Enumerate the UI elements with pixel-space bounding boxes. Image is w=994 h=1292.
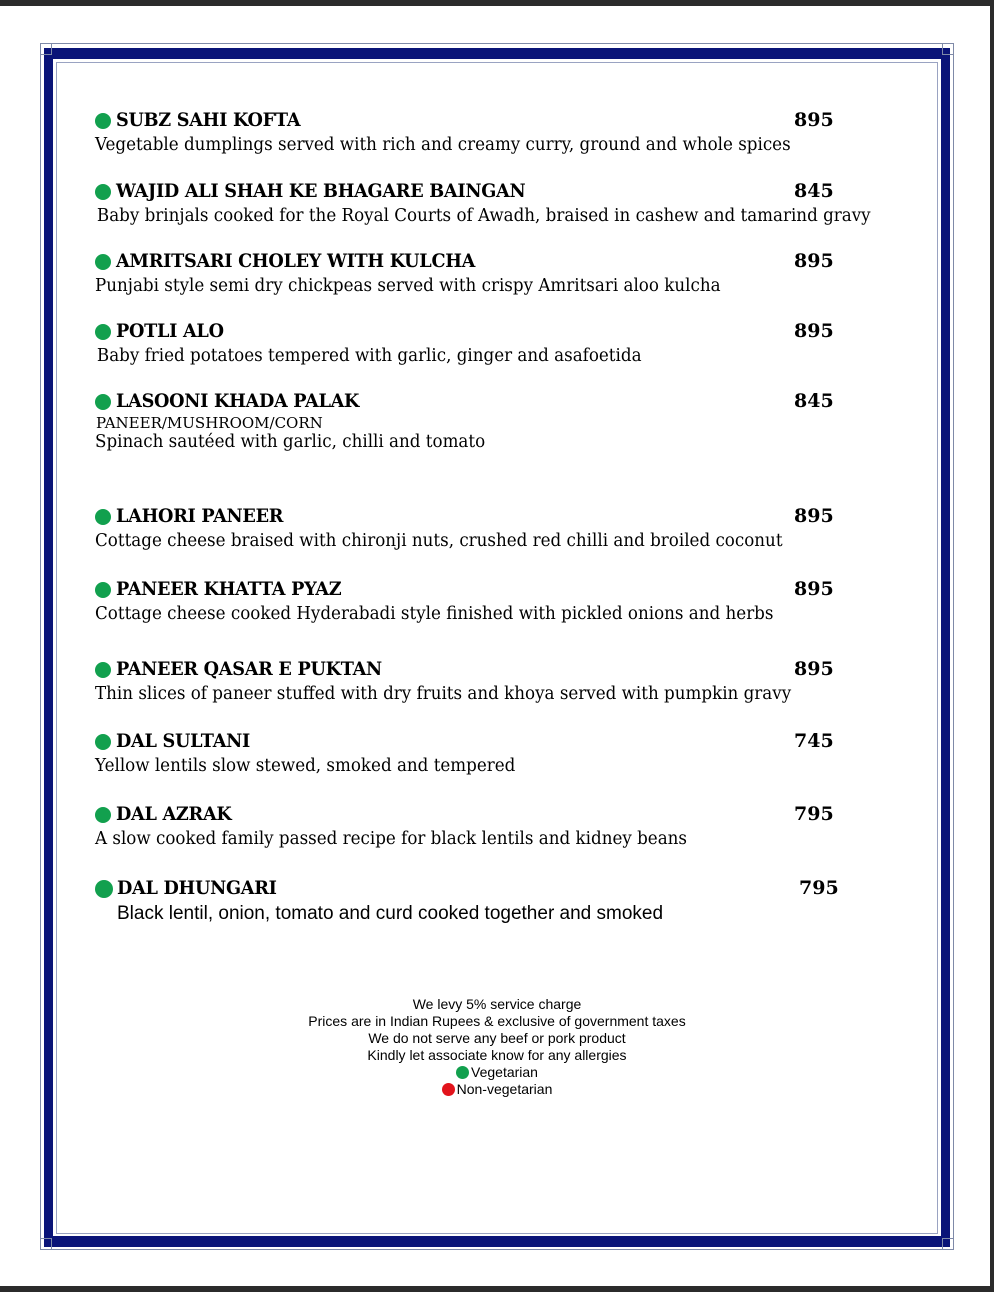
item-description: Cottage cheese braised with chironji nuts, crushed red chilli and broiled coconut xyxy=(95,531,783,551)
item-price: 795 xyxy=(794,803,834,825)
item-description: Thin slices of paneer stuffed with dry fruits and khoya served with pumpkin gravy xyxy=(95,684,792,704)
item-name: POTLI ALO xyxy=(116,320,224,342)
item-price: 845 xyxy=(794,390,834,412)
item-price: 795 xyxy=(799,877,839,899)
item-name: AMRITSARI CHOLEY WITH KULCHA xyxy=(116,250,476,272)
menu-item xyxy=(95,320,875,366)
screen-edge-right xyxy=(990,0,994,1292)
item-price: 895 xyxy=(794,658,834,680)
menu-item xyxy=(95,803,875,849)
veg-indicator-icon xyxy=(95,324,111,340)
veg-indicator-icon xyxy=(95,662,111,678)
frame-corner-top-right xyxy=(942,43,954,55)
veg-indicator-icon xyxy=(95,807,111,823)
veg-indicator-icon xyxy=(95,509,111,525)
allergy-note: Kindly let associate know for any allergies xyxy=(367,1047,627,1063)
menu-item xyxy=(95,730,875,776)
legend-veg-label: Vegetarian xyxy=(471,1064,538,1080)
item-name: WAJID ALI SHAH KE BHAGARE BAINGAN xyxy=(116,180,526,202)
item-name: DAL SULTANI xyxy=(116,730,251,752)
item-price: 895 xyxy=(794,578,834,600)
item-name: PANEER QASAR E PUKTAN xyxy=(116,658,382,680)
service-charge-note: We levy 5% service charge xyxy=(412,996,582,1012)
veg-indicator-icon xyxy=(95,880,113,898)
legend-nonveg xyxy=(0,1081,994,1098)
item-name: PANEER KHATTA PYAZ xyxy=(116,578,342,600)
item-price: 845 xyxy=(794,180,834,202)
veg-legend-icon xyxy=(456,1066,469,1079)
item-price: 895 xyxy=(794,250,834,272)
frame-corner-top-left xyxy=(40,43,52,55)
frame-corner-bottom-left xyxy=(40,1238,52,1250)
item-price: 895 xyxy=(794,505,834,527)
menu-item xyxy=(95,578,875,624)
screen-edge-bottom xyxy=(0,1286,994,1292)
item-name: SUBZ SAHI KOFTA xyxy=(116,109,301,131)
item-price: 895 xyxy=(794,109,834,131)
item-description: Cottage cheese cooked Hyderabadi style finished with pickled onions and herbs xyxy=(95,604,774,624)
item-name: LASOONI KHADA PALAK xyxy=(116,390,360,412)
menu-item xyxy=(95,877,875,925)
item-description: Baby fried potatoes tempered with garlic, ginger and asafoetida xyxy=(96,346,642,366)
veg-indicator-icon xyxy=(95,113,111,129)
menu-item xyxy=(95,180,875,226)
item-description: Black lentil, onion, tomato and curd cooked together and smoked xyxy=(117,903,664,924)
legend-nonveg-label: Non-vegetarian xyxy=(456,1081,553,1097)
item-description: Vegetable dumplings served with rich and creamy curry, ground and whole spices xyxy=(95,135,791,155)
item-price: 745 xyxy=(794,730,834,752)
legend-veg xyxy=(0,1064,994,1081)
menu-item xyxy=(95,505,875,551)
item-description: Baby brinjals cooked for the Royal Courts of Awadh, braised in cashew and tamarind gravy xyxy=(96,206,871,226)
veg-indicator-icon xyxy=(95,582,111,598)
beef-pork-note: We do not serve any beef or pork product xyxy=(368,1030,626,1046)
price-note: Prices are in Indian Rupees & exclusive of government taxes xyxy=(308,1013,686,1029)
frame-corner-bottom-right xyxy=(942,1238,954,1250)
item-name: DAL AZRAK xyxy=(116,803,232,825)
nonveg-legend-icon xyxy=(442,1083,455,1096)
menu-item xyxy=(95,109,875,155)
item-description: Punjabi style semi dry chickpeas served with crispy Amritsari aloo kulcha xyxy=(95,276,721,296)
menu-item xyxy=(95,658,875,704)
veg-indicator-icon xyxy=(95,184,111,200)
menu-item xyxy=(95,390,875,452)
veg-indicator-icon xyxy=(95,394,111,410)
item-description: A slow cooked family passed recipe for black lentils and kidney beans xyxy=(95,829,688,849)
item-name: DAL DHUNGARI xyxy=(117,877,277,899)
item-name: LAHORI PANEER xyxy=(116,505,284,527)
item-price: 895 xyxy=(794,320,834,342)
item-description: Yellow lentils slow stewed, smoked and tempered xyxy=(95,756,516,776)
item-options: PANEER/MUSHROOM/CORN xyxy=(96,414,323,432)
screen-edge-top xyxy=(0,0,994,6)
menu-item xyxy=(95,250,875,296)
footer-notes xyxy=(0,996,994,1098)
veg-indicator-icon xyxy=(95,254,111,270)
item-description: Spinach sautéed with garlic, chilli and tomato xyxy=(95,432,486,452)
veg-indicator-icon xyxy=(95,734,111,750)
